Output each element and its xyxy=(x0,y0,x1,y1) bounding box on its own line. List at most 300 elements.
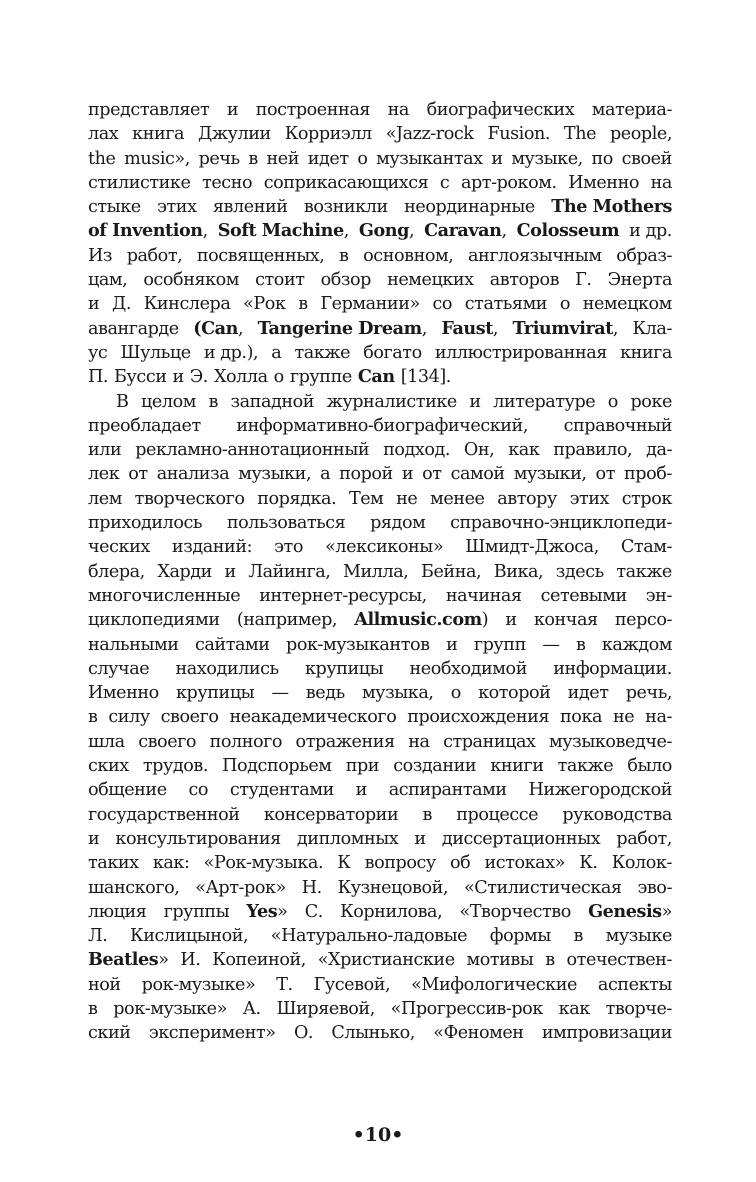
word: представляет xyxy=(88,100,210,120)
word: «лексиконы» xyxy=(325,537,444,558)
word: процессе xyxy=(456,804,539,825)
word: Бейна, xyxy=(420,561,482,582)
word: группы xyxy=(163,901,230,922)
text-line xyxy=(88,608,672,632)
text-line xyxy=(88,803,672,827)
word: Soft Machine, xyxy=(217,220,349,242)
word: на- xyxy=(645,707,672,728)
word: о xyxy=(357,148,368,169)
word: групп xyxy=(473,634,526,655)
word: «Мифологические xyxy=(411,974,577,995)
word: своего xyxy=(160,707,219,728)
text-line xyxy=(88,438,672,462)
word: The xyxy=(563,124,597,145)
text-line xyxy=(88,365,672,389)
word: это xyxy=(274,537,303,558)
text-line xyxy=(88,948,672,972)
word: англоязычным xyxy=(468,245,602,266)
word: многочисленные xyxy=(88,585,241,606)
word: своего xyxy=(138,731,197,752)
text-line xyxy=(88,851,672,875)
word: Именно xyxy=(568,172,640,193)
word: и xyxy=(224,561,236,582)
word: А. xyxy=(242,998,261,1019)
word: и xyxy=(226,100,239,120)
word: Корриэлл xyxy=(284,124,372,145)
word: и xyxy=(505,610,517,631)
page-body xyxy=(88,98,672,1046)
word: Ширяевой, xyxy=(276,998,375,1019)
word: Tangerine Dream, xyxy=(257,317,427,339)
word: этих xyxy=(157,197,197,218)
text-line xyxy=(88,827,672,851)
word: особняком xyxy=(143,270,240,291)
word: на xyxy=(408,731,430,752)
word: аспирантами xyxy=(388,780,507,801)
word: отражения xyxy=(295,731,395,752)
text-line xyxy=(88,973,672,997)
word: которой xyxy=(478,683,551,704)
text-line xyxy=(88,924,672,948)
word: Колок- xyxy=(611,853,672,874)
word: роке xyxy=(630,391,672,412)
word: сетевыми xyxy=(540,585,627,606)
word: не xyxy=(396,488,418,509)
word: менее xyxy=(430,488,485,509)
word: целом xyxy=(141,391,196,412)
word: музыки, xyxy=(238,464,312,485)
word: Caravan, xyxy=(424,220,507,242)
word: Он, xyxy=(463,440,495,461)
word: персо- xyxy=(614,610,672,631)
word: работ, xyxy=(616,828,672,849)
text-line xyxy=(88,195,672,219)
word: правило, xyxy=(553,440,633,461)
word: Allmusic.com) xyxy=(354,609,489,631)
text-line xyxy=(88,414,672,438)
word: статьями xyxy=(464,294,548,315)
word: Genesis» xyxy=(588,900,672,922)
word: «Прогрессив-рок xyxy=(390,998,543,1019)
word: отечествен- xyxy=(566,950,672,971)
word: Л. xyxy=(88,926,108,947)
word: идет xyxy=(307,148,349,169)
word: Нижегородской xyxy=(528,780,672,801)
word: «Творчество xyxy=(459,901,571,922)
word: информативно-биографический, xyxy=(236,415,528,436)
word: необходимой xyxy=(409,658,527,679)
word: создании xyxy=(393,756,477,777)
word: приходилось xyxy=(88,513,203,534)
word: также xyxy=(616,561,672,582)
word: немецких xyxy=(387,270,474,291)
text-line xyxy=(88,1021,672,1045)
word: кончая xyxy=(533,610,598,631)
word: не xyxy=(612,707,635,728)
word: Слынько, xyxy=(331,1023,415,1044)
word: богато xyxy=(363,342,422,363)
word: студентами xyxy=(229,780,334,801)
word: в xyxy=(545,950,555,971)
word: эво- xyxy=(637,877,672,898)
word: сайтами xyxy=(194,634,270,655)
word: «Рок-музыка. xyxy=(203,853,324,874)
word: анализа xyxy=(156,464,230,485)
word: крупицы xyxy=(304,658,384,679)
word: ней xyxy=(266,148,300,169)
word: в xyxy=(248,148,258,169)
word: таких xyxy=(88,853,139,874)
word: «Стилистическая xyxy=(463,877,622,898)
word: The Mothers xyxy=(551,196,672,218)
word: да- xyxy=(646,440,672,461)
word: в xyxy=(422,804,432,825)
word: Кузнецовой, xyxy=(337,877,449,898)
word: авангарде xyxy=(88,318,179,339)
word: Г. xyxy=(575,270,592,291)
text-line xyxy=(88,268,672,292)
word: рок-музыке» xyxy=(141,974,256,995)
word: западной xyxy=(230,391,315,412)
word: изданий: xyxy=(171,537,253,558)
word: и xyxy=(88,828,100,849)
word: Энерта xyxy=(607,270,672,291)
word: диссертационных xyxy=(441,828,601,849)
word: пока xyxy=(560,707,603,728)
word: Yes» xyxy=(246,900,288,922)
word: Fusion. xyxy=(487,124,550,145)
word: «Феномен xyxy=(433,1023,524,1044)
word: явлений xyxy=(212,197,288,218)
word: Н. xyxy=(301,877,322,898)
word: Подспорьем xyxy=(222,756,332,777)
word: Именно xyxy=(88,683,159,704)
word: Стам- xyxy=(620,537,672,558)
word: «Рок xyxy=(243,294,286,315)
word: рекламно-аннотационный xyxy=(135,440,370,461)
word: самой xyxy=(450,464,505,485)
word: порядка. xyxy=(257,488,337,509)
word: работ, xyxy=(126,245,183,266)
text-line xyxy=(88,705,672,729)
word: образ- xyxy=(616,245,672,266)
word: музыковедче- xyxy=(549,731,672,752)
word: ной xyxy=(88,974,121,995)
text-line xyxy=(88,147,672,171)
word: лах xyxy=(88,124,119,145)
word: (Can, xyxy=(193,317,244,339)
word: ведь xyxy=(305,683,345,704)
word: творче- xyxy=(605,998,672,1019)
word: полного xyxy=(209,731,283,752)
word: Шмидт-Джоса, xyxy=(465,537,599,558)
word: биографических xyxy=(426,100,575,120)
word: в xyxy=(88,707,98,728)
word: шла xyxy=(88,731,125,752)
word: стоит xyxy=(255,270,305,291)
word: «Арт-рок» xyxy=(195,877,286,898)
word: импровизации xyxy=(541,1023,672,1044)
text-line xyxy=(88,730,672,754)
word: Д. xyxy=(112,294,131,315)
word: в xyxy=(573,926,583,947)
word: Тем xyxy=(348,488,384,509)
word: арт-роком. xyxy=(460,172,557,193)
text-line xyxy=(88,511,672,535)
word: музыке, xyxy=(511,148,583,169)
word: о xyxy=(559,294,570,315)
word: Can xyxy=(357,366,395,388)
word: о xyxy=(273,367,284,388)
word: речь xyxy=(198,148,240,169)
text-line xyxy=(88,171,672,195)
word: от xyxy=(128,464,148,485)
word: от xyxy=(595,464,615,485)
word: со xyxy=(188,780,209,801)
word: К xyxy=(337,853,351,874)
word: ских xyxy=(88,756,129,777)
text-line xyxy=(88,876,672,900)
word: речь, xyxy=(625,683,672,704)
word: К. xyxy=(579,853,598,874)
word: и xyxy=(88,294,100,315)
word: Милла, xyxy=(342,561,409,582)
word: блера, xyxy=(88,561,145,582)
word: Faust, xyxy=(441,317,499,339)
word: — xyxy=(271,683,289,704)
text-line xyxy=(88,219,672,243)
text-line xyxy=(88,535,672,559)
word: формы xyxy=(489,926,551,947)
word: Кинслера xyxy=(143,294,231,315)
word: рок-музыке» xyxy=(113,998,227,1019)
word: на xyxy=(650,172,672,193)
word: при xyxy=(345,756,380,777)
word: книга xyxy=(132,124,185,145)
word: о xyxy=(450,683,461,704)
word: эн- xyxy=(645,585,672,606)
word: журналистике xyxy=(326,391,457,412)
word: справочно-энциклопеди- xyxy=(450,513,672,534)
word: книги xyxy=(490,756,544,777)
word: как xyxy=(558,998,590,1019)
word: шанского, xyxy=(88,877,180,898)
word: Beatles» xyxy=(88,949,169,971)
text-line xyxy=(88,98,672,122)
word: Гусевой, xyxy=(313,974,391,995)
word: пользоваться xyxy=(226,513,346,534)
text-line xyxy=(88,244,672,268)
word: построенная xyxy=(255,100,371,120)
word: the xyxy=(88,148,116,169)
word: в xyxy=(298,294,308,315)
word: рядом xyxy=(370,513,426,534)
word: и xyxy=(491,148,503,169)
word: обзор xyxy=(320,270,371,291)
word: «Jazz-rock xyxy=(385,124,474,145)
word: — xyxy=(542,634,560,655)
word: в xyxy=(575,634,586,655)
word: этих xyxy=(569,488,610,509)
text-line xyxy=(88,900,672,924)
word: трудов. xyxy=(142,756,208,777)
word: как xyxy=(508,440,540,461)
word: об xyxy=(450,853,471,874)
word: лек xyxy=(88,464,120,485)
text-line xyxy=(88,560,672,584)
word: как: xyxy=(152,853,190,874)
word: а xyxy=(320,464,331,485)
word: о xyxy=(607,391,618,412)
word: музыкантах xyxy=(376,148,483,169)
word: рок-музыкантов xyxy=(286,634,430,655)
word: Корнилова, xyxy=(340,901,443,922)
word: цам, xyxy=(88,270,128,291)
word: стилистике xyxy=(88,172,191,193)
word: в xyxy=(208,391,218,412)
word: of Invention, xyxy=(88,220,208,242)
word: руководства xyxy=(562,804,672,825)
word: порой xyxy=(339,464,393,485)
word: (например, xyxy=(236,610,338,631)
word: идет xyxy=(567,683,609,704)
word: консультирования xyxy=(115,828,281,849)
word: и xyxy=(401,464,414,485)
word: Лайинга, xyxy=(248,561,331,582)
word: Кла- xyxy=(632,318,672,339)
word: Э. xyxy=(189,367,208,388)
word: нальными xyxy=(88,634,179,655)
word: своей xyxy=(621,148,672,169)
word: тесно xyxy=(202,172,253,193)
word: и xyxy=(446,634,458,655)
word: Харди xyxy=(157,561,212,582)
word: было xyxy=(627,756,672,777)
word: страницах xyxy=(443,731,536,752)
word: консерватории xyxy=(263,804,399,825)
word: Кислицыной, xyxy=(130,926,249,947)
word: и xyxy=(355,780,367,801)
word: эксперимент» xyxy=(148,1023,276,1044)
word: здесь xyxy=(555,561,604,582)
word: музыки, xyxy=(513,464,587,485)
word: неординарные xyxy=(404,197,535,218)
word: С. xyxy=(304,901,323,922)
word: «Натурально-ладовые xyxy=(270,926,468,947)
word: государственной xyxy=(88,804,240,825)
word: аспекты xyxy=(597,974,672,995)
word: ус xyxy=(88,342,108,363)
word: и xyxy=(414,828,426,849)
word: на xyxy=(387,100,409,120)
word: Германии» xyxy=(320,294,420,315)
word: И. xyxy=(180,950,201,971)
word: О. xyxy=(293,1023,314,1044)
word: материа- xyxy=(591,100,672,120)
word: а xyxy=(271,342,282,363)
word: по xyxy=(591,148,613,169)
word: мотивы xyxy=(466,950,534,971)
page-number: •10• xyxy=(352,1124,404,1146)
word: люция xyxy=(88,901,147,922)
word: В xyxy=(116,391,129,412)
word: и xyxy=(469,391,481,412)
word: начиная xyxy=(445,585,522,606)
word: Colosseum xyxy=(516,220,620,242)
text-line xyxy=(88,317,672,341)
word: Вика, xyxy=(493,561,544,582)
word: с xyxy=(439,172,450,193)
word: вопросу xyxy=(364,853,436,874)
word: Холла xyxy=(213,367,268,388)
word: [134]. xyxy=(400,367,451,388)
word: Из xyxy=(88,245,113,266)
word: Triumvirat, xyxy=(512,317,619,339)
word: П. xyxy=(88,367,109,388)
word: соприкасающихся xyxy=(263,172,429,193)
word: и xyxy=(172,367,184,388)
word: со xyxy=(432,294,453,315)
word: Джулии xyxy=(198,124,271,145)
text-line xyxy=(88,633,672,657)
word: в xyxy=(88,998,98,1019)
word: каждом xyxy=(601,634,672,655)
word: Копеиной, xyxy=(212,950,306,971)
word: литературе xyxy=(493,391,596,412)
word: от xyxy=(422,464,442,485)
text-line xyxy=(88,462,672,486)
word: происхождения xyxy=(407,707,550,728)
text-line xyxy=(88,341,672,365)
word: Бусси xyxy=(114,367,167,388)
word: группе xyxy=(289,367,352,388)
word: и др. xyxy=(629,221,672,242)
word: крупицы xyxy=(176,683,255,704)
text-line xyxy=(88,681,672,705)
word: основном, xyxy=(363,245,454,266)
word: проб- xyxy=(624,464,672,485)
word: или xyxy=(88,440,122,461)
word: иллюстрированная xyxy=(434,342,607,363)
word: музыке xyxy=(605,926,672,947)
text-line xyxy=(88,778,672,802)
word: music», xyxy=(124,148,190,169)
word: Т. xyxy=(276,974,293,995)
word: истоках» xyxy=(484,853,565,874)
word: строк xyxy=(621,488,672,509)
text-line xyxy=(88,390,672,414)
word: находились xyxy=(175,658,279,679)
word: дипломных xyxy=(296,828,399,849)
word: ческих xyxy=(88,537,150,558)
word: автору xyxy=(497,488,557,509)
word: возникли xyxy=(303,197,388,218)
word: также xyxy=(294,342,351,363)
text-line xyxy=(88,754,672,778)
word: Шульце xyxy=(120,342,191,363)
word: подход. xyxy=(383,440,451,461)
word: интернет-ресурсы, xyxy=(259,585,427,606)
word: Gong, xyxy=(358,220,415,242)
word: ский xyxy=(88,1023,131,1044)
word: посвященных, xyxy=(196,245,325,266)
word: стыке xyxy=(88,197,141,218)
word: информации. xyxy=(553,658,672,679)
word: циклопедиями xyxy=(88,610,220,631)
word: силу xyxy=(108,707,150,728)
text-line xyxy=(88,487,672,511)
text-line xyxy=(88,584,672,608)
